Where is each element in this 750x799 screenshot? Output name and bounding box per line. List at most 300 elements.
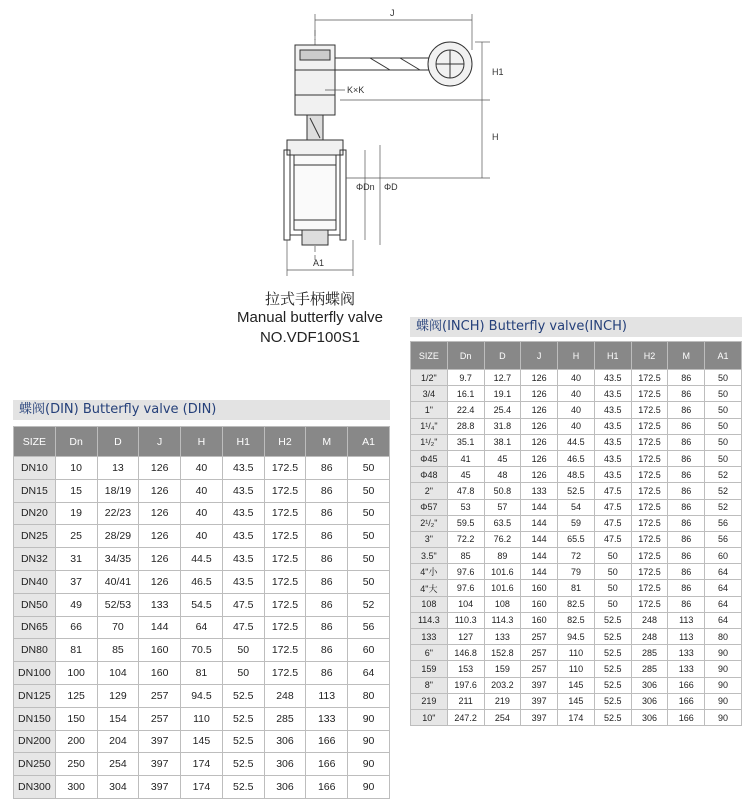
din-value-cell: 86 <box>306 479 348 502</box>
inch-size-cell: 3.5" <box>411 548 448 564</box>
din-table-title: 蝶阀(DIN) Butterfly valve (DIN) <box>13 400 390 420</box>
din-value-cell: 257 <box>139 684 181 707</box>
inch-value-cell: 64 <box>705 612 742 628</box>
inch-value-cell: 50 <box>705 370 742 386</box>
inch-value-cell: 86 <box>668 434 705 450</box>
inch-value-cell: 47.8 <box>447 483 484 499</box>
dim-KK-label: K×K <box>347 85 365 95</box>
inch-value-cell: 254 <box>484 709 521 725</box>
din-value-cell: 150 <box>55 707 97 730</box>
din-value-cell: 15 <box>55 479 97 502</box>
inch-value-cell: 82.5 <box>558 596 595 612</box>
table-row <box>14 457 390 480</box>
inch-value-cell: 94.5 <box>558 629 595 645</box>
inch-header-row <box>411 342 742 370</box>
din-value-cell: 70 <box>97 616 139 639</box>
din-value-cell: 86 <box>306 662 348 685</box>
inch-table-title: 蝶阀(INCH) Butterfly valve(INCH) <box>410 317 742 337</box>
inch-header-cell: M <box>668 342 705 370</box>
din-value-cell: 50 <box>348 570 390 593</box>
inch-value-cell: 43.5 <box>594 434 631 450</box>
inch-value-cell: 133 <box>521 483 558 499</box>
din-header-cell: J <box>139 427 181 457</box>
din-value-cell: 43.5 <box>222 525 264 548</box>
inch-value-cell: 97.6 <box>447 564 484 580</box>
din-value-cell: 100 <box>55 662 97 685</box>
inch-value-cell: 145 <box>558 693 595 709</box>
inch-size-cell: 4"小 <box>411 564 448 580</box>
table-row <box>14 707 390 730</box>
inch-value-cell: 126 <box>521 450 558 466</box>
inch-value-cell: 126 <box>521 434 558 450</box>
din-value-cell: 47.5 <box>222 616 264 639</box>
din-value-cell: 250 <box>55 753 97 776</box>
din-header-row <box>14 427 390 457</box>
table-row <box>14 616 390 639</box>
inch-value-cell: 79 <box>558 564 595 580</box>
inch-value-cell: 145 <box>558 677 595 693</box>
din-value-cell: 172.5 <box>264 593 306 616</box>
din-size-cell: DN65 <box>14 616 56 639</box>
inch-value-cell: 47.5 <box>594 531 631 547</box>
inch-value-cell: 397 <box>521 677 558 693</box>
din-value-cell: 54.5 <box>181 593 223 616</box>
din-value-cell: 285 <box>264 707 306 730</box>
inch-value-cell: 166 <box>668 677 705 693</box>
inch-value-cell: 101.6 <box>484 564 521 580</box>
inch-value-cell: 46.5 <box>558 450 595 466</box>
inch-value-cell: 113 <box>668 629 705 645</box>
inch-header-cell: J <box>521 342 558 370</box>
din-value-cell: 172.5 <box>264 639 306 662</box>
din-value-cell: 133 <box>306 707 348 730</box>
inch-value-cell: 48.5 <box>558 467 595 483</box>
inch-value-cell: 44.5 <box>558 434 595 450</box>
inch-value-cell: 76.2 <box>484 531 521 547</box>
inch-value-cell: 72.2 <box>447 531 484 547</box>
din-header-cell: Dn <box>55 427 97 457</box>
inch-value-cell: 80 <box>705 629 742 645</box>
inch-size-cell: 8" <box>411 677 448 693</box>
table-row <box>411 596 742 612</box>
din-value-cell: 172.5 <box>264 548 306 571</box>
inch-value-cell: 41 <box>447 450 484 466</box>
inch-value-cell: 133 <box>484 629 521 645</box>
table-row <box>411 370 742 386</box>
inch-value-cell: 172.5 <box>631 548 668 564</box>
inch-value-cell: 166 <box>668 693 705 709</box>
table-row <box>411 709 742 725</box>
din-size-cell: DN10 <box>14 457 56 480</box>
table-row <box>411 483 742 499</box>
din-header-cell: SIZE <box>14 427 56 457</box>
din-value-cell: 306 <box>264 753 306 776</box>
inch-spec-table <box>410 341 742 726</box>
inch-header-cell: H1 <box>594 342 631 370</box>
inch-size-cell: 133 <box>411 629 448 645</box>
inch-value-cell: 86 <box>668 370 705 386</box>
inch-value-cell: 108 <box>484 596 521 612</box>
inch-value-cell: 50 <box>705 434 742 450</box>
din-value-cell: 90 <box>348 753 390 776</box>
table-row <box>14 593 390 616</box>
inch-value-cell: 25.4 <box>484 402 521 418</box>
inch-value-cell: 52.5 <box>594 677 631 693</box>
din-size-cell: DN125 <box>14 684 56 707</box>
inch-size-cell: Φ45 <box>411 450 448 466</box>
din-value-cell: 31 <box>55 548 97 571</box>
inch-value-cell: 144 <box>521 531 558 547</box>
inch-value-cell: 53 <box>447 499 484 515</box>
inch-header-cell: H <box>558 342 595 370</box>
inch-value-cell: 306 <box>631 693 668 709</box>
inch-value-cell: 52 <box>705 499 742 515</box>
din-value-cell: 50 <box>348 479 390 502</box>
din-size-cell: DN50 <box>14 593 56 616</box>
inch-value-cell: 306 <box>631 677 668 693</box>
inch-value-cell: 160 <box>521 580 558 596</box>
dim-H1-label: H1 <box>492 67 504 77</box>
din-value-cell: 18/19 <box>97 479 139 502</box>
din-value-cell: 160 <box>139 639 181 662</box>
inch-value-cell: 397 <box>521 709 558 725</box>
inch-value-cell: 172.5 <box>631 483 668 499</box>
inch-header-cell: D <box>484 342 521 370</box>
din-value-cell: 126 <box>139 548 181 571</box>
inch-size-cell: 1¹/₄" <box>411 418 448 434</box>
din-value-cell: 86 <box>306 570 348 593</box>
din-value-cell: 43.5 <box>222 479 264 502</box>
inch-value-cell: 12.7 <box>484 370 521 386</box>
din-size-cell: DN25 <box>14 525 56 548</box>
table-row <box>411 645 742 661</box>
inch-value-cell: 126 <box>521 402 558 418</box>
din-header-cell: M <box>306 427 348 457</box>
table-row <box>411 548 742 564</box>
din-value-cell: 37 <box>55 570 97 593</box>
inch-size-cell: Φ57 <box>411 499 448 515</box>
din-size-cell: DN80 <box>14 639 56 662</box>
inch-value-cell: 197.6 <box>447 677 484 693</box>
inch-value-cell: 43.5 <box>594 402 631 418</box>
din-value-cell: 50 <box>348 525 390 548</box>
inch-value-cell: 174 <box>558 709 595 725</box>
inch-value-cell: 65.5 <box>558 531 595 547</box>
inch-value-cell: 110 <box>558 661 595 677</box>
inch-value-cell: 172.5 <box>631 564 668 580</box>
inch-value-cell: 85 <box>447 548 484 564</box>
inch-value-cell: 35.1 <box>447 434 484 450</box>
table-row <box>14 502 390 525</box>
inch-value-cell: 40 <box>558 370 595 386</box>
inch-value-cell: 43.5 <box>594 418 631 434</box>
inch-value-cell: 172.5 <box>631 450 668 466</box>
din-spec-table <box>13 426 390 799</box>
din-value-cell: 49 <box>55 593 97 616</box>
table-row <box>411 564 742 580</box>
inch-value-cell: 159 <box>484 661 521 677</box>
inch-value-cell: 153 <box>447 661 484 677</box>
din-value-cell: 52.5 <box>222 776 264 799</box>
din-value-cell: 44.5 <box>181 548 223 571</box>
inch-value-cell: 133 <box>668 645 705 661</box>
inch-value-cell: 86 <box>668 499 705 515</box>
inch-value-cell: 113 <box>668 612 705 628</box>
din-value-cell: 86 <box>306 457 348 480</box>
inch-value-cell: 86 <box>668 580 705 596</box>
din-value-cell: 81 <box>55 639 97 662</box>
din-value-cell: 25 <box>55 525 97 548</box>
din-value-cell: 166 <box>306 776 348 799</box>
inch-value-cell: 247.2 <box>447 709 484 725</box>
din-value-cell: 90 <box>348 776 390 799</box>
din-value-cell: 172.5 <box>264 570 306 593</box>
din-value-cell: 86 <box>306 616 348 639</box>
inch-value-cell: 86 <box>668 402 705 418</box>
inch-value-cell: 127 <box>447 629 484 645</box>
inch-size-cell: 108 <box>411 596 448 612</box>
inch-value-cell: 90 <box>705 709 742 725</box>
inch-value-cell: 172.5 <box>631 434 668 450</box>
din-value-cell: 204 <box>97 730 139 753</box>
din-value-cell: 104 <box>97 662 139 685</box>
din-value-cell: 254 <box>97 753 139 776</box>
din-value-cell: 10 <box>55 457 97 480</box>
inch-value-cell: 257 <box>521 645 558 661</box>
inch-value-cell: 47.5 <box>594 499 631 515</box>
table-row <box>411 612 742 628</box>
din-value-cell: 50 <box>222 662 264 685</box>
inch-value-cell: 86 <box>668 450 705 466</box>
din-value-cell: 46.5 <box>181 570 223 593</box>
inch-value-cell: 257 <box>521 661 558 677</box>
valve-technical-drawing <box>250 0 530 290</box>
inch-value-cell: 86 <box>668 515 705 531</box>
din-value-cell: 172.5 <box>264 502 306 525</box>
inch-value-cell: 56 <box>705 531 742 547</box>
din-value-cell: 50 <box>348 502 390 525</box>
din-value-cell: 43.5 <box>222 570 264 593</box>
inch-value-cell: 52.5 <box>594 709 631 725</box>
din-value-cell: 60 <box>348 639 390 662</box>
table-row <box>14 662 390 685</box>
inch-value-cell: 64 <box>705 580 742 596</box>
inch-value-cell: 152.8 <box>484 645 521 661</box>
din-value-cell: 166 <box>306 753 348 776</box>
inch-size-cell: 3/4 <box>411 386 448 402</box>
table-row <box>411 629 742 645</box>
din-value-cell: 40 <box>181 525 223 548</box>
inch-value-cell: 257 <box>521 629 558 645</box>
din-value-cell: 43.5 <box>222 457 264 480</box>
inch-size-cell: 2¹/₂" <box>411 515 448 531</box>
din-value-cell: 110 <box>181 707 223 730</box>
inch-value-cell: 172.5 <box>631 580 668 596</box>
inch-value-cell: 64 <box>705 564 742 580</box>
inch-size-cell: Φ48 <box>411 467 448 483</box>
inch-value-cell: 43.5 <box>594 386 631 402</box>
inch-value-cell: 57 <box>484 499 521 515</box>
din-value-cell: 172.5 <box>264 479 306 502</box>
din-value-cell: 52 <box>348 593 390 616</box>
inch-value-cell: 144 <box>521 548 558 564</box>
caption-chinese: 拉式手柄蝶阀 <box>264 290 355 308</box>
inch-value-cell: 19.1 <box>484 386 521 402</box>
din-value-cell: 113 <box>306 684 348 707</box>
table-row <box>14 684 390 707</box>
inch-value-cell: 397 <box>521 693 558 709</box>
din-value-cell: 304 <box>97 776 139 799</box>
din-value-cell: 172.5 <box>264 457 306 480</box>
din-value-cell: 126 <box>139 457 181 480</box>
inch-value-cell: 43.5 <box>594 370 631 386</box>
din-value-cell: 397 <box>139 776 181 799</box>
inch-value-cell: 248 <box>631 612 668 628</box>
inch-value-cell: 172.5 <box>631 596 668 612</box>
din-value-cell: 47.5 <box>222 593 264 616</box>
table-row <box>411 580 742 596</box>
inch-value-cell: 211 <box>447 693 484 709</box>
table-row <box>14 548 390 571</box>
din-value-cell: 160 <box>139 662 181 685</box>
din-value-cell: 13 <box>97 457 139 480</box>
din-value-cell: 64 <box>181 616 223 639</box>
inch-table-body <box>411 370 742 726</box>
inch-header-cell: SIZE <box>411 342 448 370</box>
din-value-cell: 86 <box>306 639 348 662</box>
din-value-cell: 129 <box>97 684 139 707</box>
din-value-cell: 125 <box>55 684 97 707</box>
inch-value-cell: 52.5 <box>594 645 631 661</box>
inch-size-cell: 4"大 <box>411 580 448 596</box>
inch-value-cell: 72 <box>558 548 595 564</box>
inch-value-cell: 172.5 <box>631 467 668 483</box>
din-value-cell: 40 <box>181 479 223 502</box>
inch-value-cell: 86 <box>668 596 705 612</box>
din-size-cell: DN20 <box>14 502 56 525</box>
din-value-cell: 43.5 <box>222 502 264 525</box>
inch-value-cell: 89 <box>484 548 521 564</box>
din-value-cell: 200 <box>55 730 97 753</box>
inch-size-cell: 1" <box>411 402 448 418</box>
inch-value-cell: 43.5 <box>594 450 631 466</box>
din-value-cell: 50 <box>348 457 390 480</box>
din-value-cell: 397 <box>139 753 181 776</box>
inch-value-cell: 86 <box>668 418 705 434</box>
din-size-cell: DN100 <box>14 662 56 685</box>
inch-size-cell: 114.3 <box>411 612 448 628</box>
table-row <box>14 776 390 799</box>
inch-value-cell: 146.8 <box>447 645 484 661</box>
table-row <box>411 499 742 515</box>
din-table-body <box>14 457 390 799</box>
din-value-cell: 64 <box>348 662 390 685</box>
caption-english: Manual butterfly valve <box>237 309 383 326</box>
table-row <box>14 753 390 776</box>
table-row <box>14 479 390 502</box>
inch-value-cell: 285 <box>631 645 668 661</box>
caption-model-number: NO.VDF100S1 <box>259 329 361 346</box>
din-value-cell: 397 <box>139 730 181 753</box>
din-value-cell: 34/35 <box>97 548 139 571</box>
inch-value-cell: 306 <box>631 709 668 725</box>
inch-value-cell: 47.5 <box>594 483 631 499</box>
inch-value-cell: 50 <box>705 418 742 434</box>
table-row <box>411 450 742 466</box>
inch-value-cell: 104 <box>447 596 484 612</box>
inch-value-cell: 60 <box>705 548 742 564</box>
inch-size-cell: 3" <box>411 531 448 547</box>
inch-value-cell: 110.3 <box>447 612 484 628</box>
din-value-cell: 133 <box>139 593 181 616</box>
din-header-cell: A1 <box>348 427 390 457</box>
din-size-cell: DN250 <box>14 753 56 776</box>
inch-value-cell: 110 <box>558 645 595 661</box>
table-row <box>411 677 742 693</box>
din-value-cell: 66 <box>55 616 97 639</box>
inch-size-cell: 2" <box>411 483 448 499</box>
inch-value-cell: 86 <box>668 564 705 580</box>
inch-value-cell: 50 <box>705 402 742 418</box>
inch-value-cell: 50.8 <box>484 483 521 499</box>
dim-D-label: ΦD <box>384 182 398 192</box>
inch-value-cell: 54 <box>558 499 595 515</box>
din-value-cell: 40 <box>181 502 223 525</box>
din-value-cell: 28/29 <box>97 525 139 548</box>
inch-value-cell: 86 <box>668 548 705 564</box>
din-value-cell: 19 <box>55 502 97 525</box>
din-value-cell: 166 <box>306 730 348 753</box>
inch-value-cell: 144 <box>521 564 558 580</box>
inch-value-cell: 86 <box>668 531 705 547</box>
din-size-cell: DN150 <box>14 707 56 730</box>
inch-value-cell: 172.5 <box>631 515 668 531</box>
table-row <box>14 570 390 593</box>
inch-value-cell: 16.1 <box>447 386 484 402</box>
din-value-cell: 52.5 <box>222 684 264 707</box>
table-row <box>411 467 742 483</box>
inch-size-cell: 219 <box>411 693 448 709</box>
inch-value-cell: 248 <box>631 629 668 645</box>
inch-value-cell: 52 <box>705 467 742 483</box>
din-value-cell: 43.5 <box>222 548 264 571</box>
din-value-cell: 306 <box>264 776 306 799</box>
din-value-cell: 70.5 <box>181 639 223 662</box>
inch-value-cell: 56 <box>705 515 742 531</box>
inch-value-cell: 160 <box>521 596 558 612</box>
inch-value-cell: 90 <box>705 677 742 693</box>
inch-value-cell: 172.5 <box>631 499 668 515</box>
din-value-cell: 172.5 <box>264 616 306 639</box>
inch-value-cell: 45 <box>447 467 484 483</box>
din-value-cell: 40 <box>181 457 223 480</box>
inch-value-cell: 50 <box>705 450 742 466</box>
din-value-cell: 80 <box>348 684 390 707</box>
din-value-cell: 248 <box>264 684 306 707</box>
inch-value-cell: 166 <box>668 709 705 725</box>
table-row <box>14 730 390 753</box>
table-row <box>411 515 742 531</box>
din-size-cell: DN15 <box>14 479 56 502</box>
inch-value-cell: 101.6 <box>484 580 521 596</box>
din-value-cell: 52/53 <box>97 593 139 616</box>
inch-value-cell: 43.5 <box>594 467 631 483</box>
table-row <box>411 434 742 450</box>
inch-value-cell: 52.5 <box>594 612 631 628</box>
inch-value-cell: 40 <box>558 402 595 418</box>
inch-value-cell: 45 <box>484 450 521 466</box>
din-value-cell: 300 <box>55 776 97 799</box>
